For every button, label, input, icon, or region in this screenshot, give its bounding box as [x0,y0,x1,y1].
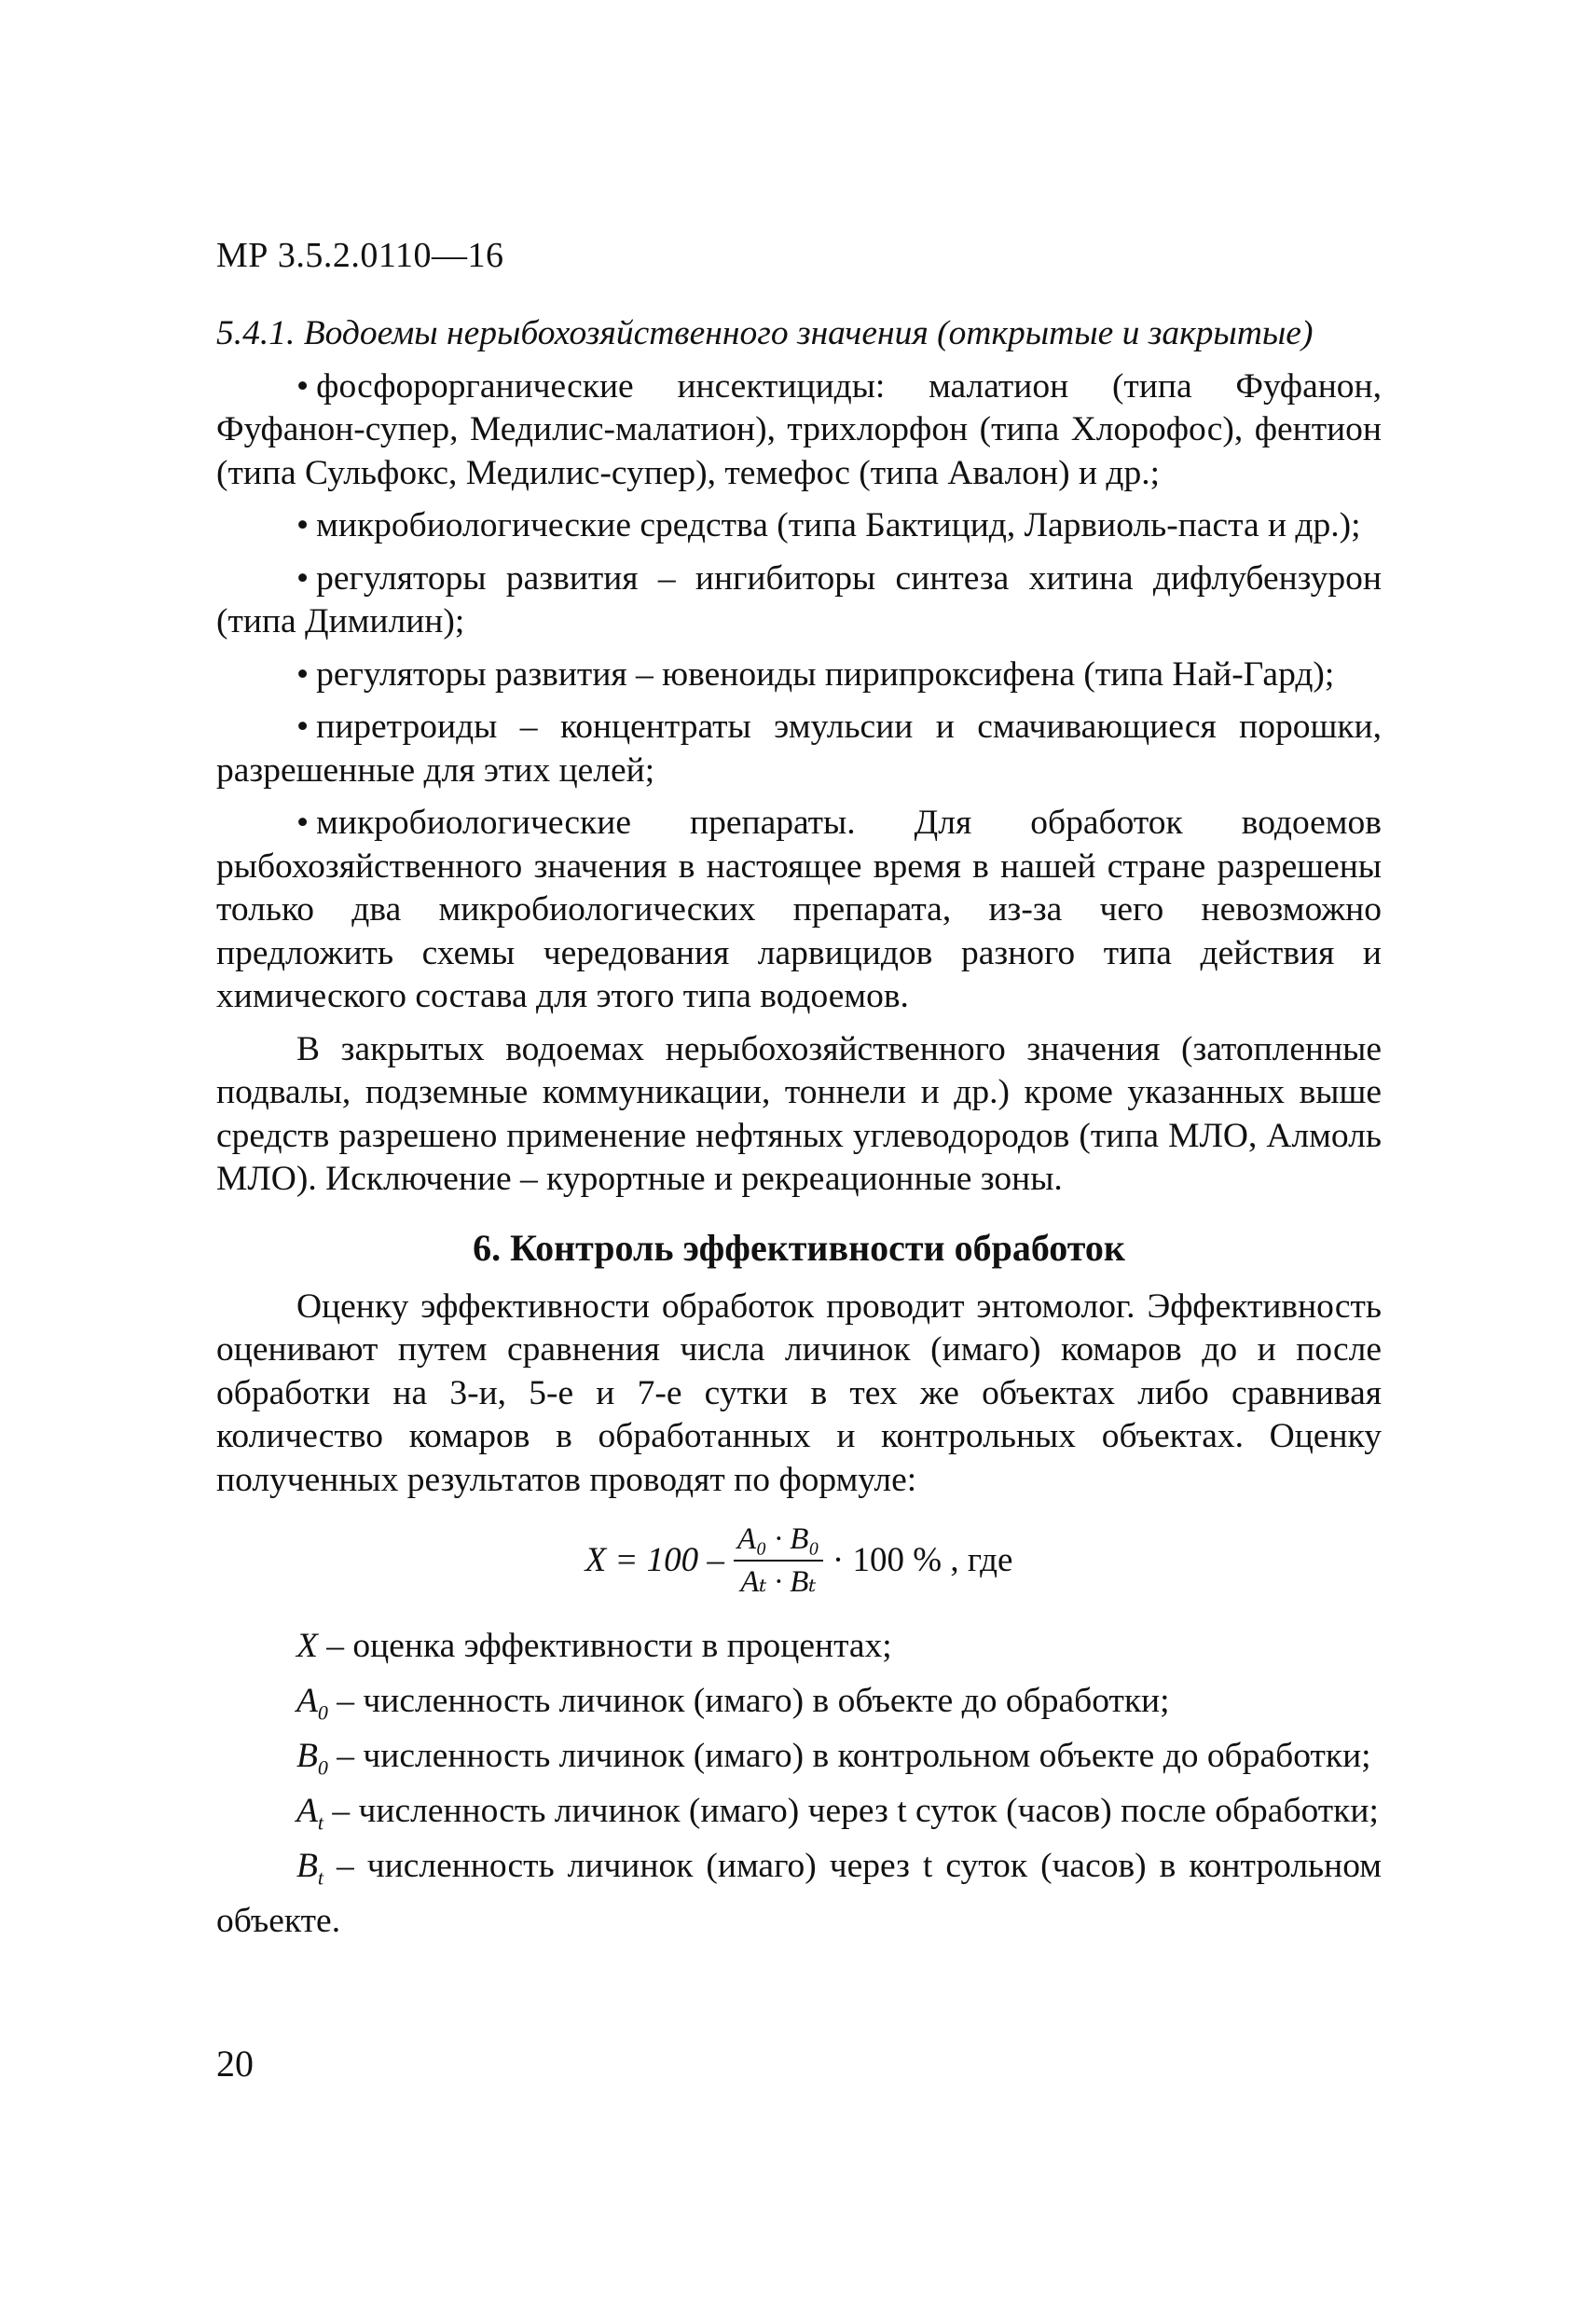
formula-lhs: X = 100 – [585,1540,724,1579]
definition-item [216,1735,1382,1790]
bullet-item [216,365,1382,496]
bullet-item [216,706,1382,792]
bullet-text: микробиологические средства (типа Бактицид, Ларвиоль-паста и др.); [316,506,1361,544]
bullet-marker [296,506,316,544]
definition-symbol: $B_t$ [296,1847,324,1890]
definition-text: – оценка эффективности в процентах; [317,1627,892,1665]
bullet-text: фосфорорганические инсектициды: малатион (типа Фуфанон, Фуфанон-супер, Медилис-малатион), трихлорфон (типа Хлорофос), фентион (типа Сульфокс, Медилис-супер), темефос (типа Авалон) и др.; [216,366,1382,492]
bullet-item [216,557,1382,644]
definition-item [216,1790,1382,1845]
definition-symbol: $A_0$ [296,1682,328,1725]
formula-numerator: A₀ · B₀ [734,1521,823,1562]
document-code: МР 3.5.2.0110—16 [216,236,504,275]
bullet-text: регуляторы развития – ингибиторы синтеза хитина дифлубензурон (типа Димилин); [216,558,1382,640]
bullet-marker [296,367,316,406]
main-content [216,312,1382,1944]
bullet-text: микробиологические препараты. Для обработок водоемов рыбохозяйственного значения в настоящее время в нашей стране разрешены только два микробиологических препарата, из-за чего невозможно предложить схемы чередования ларвицидов разного типа действия и химического состава для этого типа водоемов. [216,804,1382,1015]
section-heading: 6. Контроль эффективности обработок [473,1226,1125,1269]
bullet-item [216,504,1382,548]
bullet-marker [296,655,316,694]
definition-text: – численность личинок (имаго) через t суток (часов) в контрольном объекте. [216,1847,1382,1940]
closed-waters-paragraph: В закрытых водоемах нерыбохозяйственного значения (затопленные подвалы, подземные коммуникации, тоннели и др.) кроме указанных выше средств разрешено применение нефтяных углеводородов (типа МЛО, Алмоль МЛО). Исключение – курортные и рекреационные зоны. [216,1029,1382,1198]
bullet-item [216,654,1382,697]
page-number: 20 [216,2043,254,2085]
definition-item [216,1625,1382,1680]
bullet-item [216,802,1382,1019]
definition-text: – численность личинок (имаго) в объекте до обработки; [327,1682,1170,1720]
bullet-marker [296,559,316,598]
definition-item [216,1680,1382,1735]
definition-item [216,1845,1382,1944]
definition-symbol: $B_0$ [296,1737,328,1780]
section-intro-paragraph: Оценку эффективности обработок проводит энтомолог. Эффективность оценивают путем сравнения числа личинок (имаго) комаров до и после обработки на 3-и, 5-е и 7-е сутки в тех же объектах либо сравнивая количество комаров в обработанных и контрольных объектах. Оценку полученных результатов проводят по формуле: [216,1287,1382,1499]
bullet-text: регуляторы развития – ювеноиды пирипроксифена (типа Най-Гард); [316,654,1335,694]
efficiency-formula [216,1521,1382,1601]
definition-text: – численность личинок (имаго) в контрольном объекте до обработки; [327,1737,1371,1775]
bullet-marker [296,804,316,842]
bullet-text: пиретроиды – концентраты эмульсии и смачивающиеся порошки, разрешенные для этих целей; [216,708,1382,790]
definition-text: – численность личинок (имаго) через t суток (часов) после обработки; [323,1792,1379,1830]
subsection-title: 5.4.1. Водоемы нерыбохозяйственного значения (открытые и закрытые) [216,314,1314,352]
formula-rhs: · 100 % , где [832,1540,1013,1579]
definition-symbol: X [296,1627,318,1665]
bullet-marker [296,708,316,746]
formula-fraction [734,1521,823,1601]
formula-denominator: Aₜ · Bₜ [740,1565,817,1599]
definition-symbol: $A_t$ [296,1792,324,1835]
